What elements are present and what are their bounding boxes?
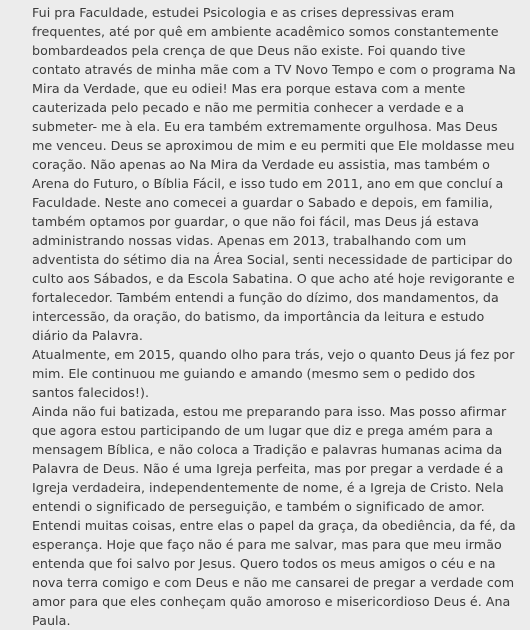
testimony-paragraph-atualmente: Atualmente, em 2015, quando olho para trás, vejo o quanto Deus já fez por mim. Ele continuou me guiando e amando (mesmo sem o pedido dos santos falecidos!). [32, 347, 515, 400]
testimony-paragraph-batismo: Ainda não fui batizada, estou me preparando para isso. Mas posso afirmar que agora estou participando de um lugar que diz e prega amém para a mensagem Bíblica, e não coloca a Tradição e palavras humanas acima da Palavra de Deus. Não é uma Igreja perfeita, mas por pregar a verdade é a Igreja verdadeira, independentemente de nome, é a Igreja de Cristo. Nela entendi o significado de perseguição, e também o significado de amor. Entendi muitas coisas, entre elas o papel da graça, da obediência, da fé, da esperança. Hoje que faço não é para me salvar, mas para que meu irmão entenda que foi salvo por Jesus. Quero todos os meus amigos o céu e na nova terra comigo e com Deus e não me cansarei de pregar a verdade com amor para que eles conheçam quão amoroso e misericordioso Deus é. Ana Paula. [32, 404, 516, 628]
testimony-paragraph-faculdade: Fui pra Faculdade, estudei Psicologia e as crises depressivas eram frequentes, até por quê em ambiente acadêmico somos constantemente bombardeados pela crença de que Deus não existe. Foi quando tive contato através de minha mãe com a TV Novo Tempo e com o programa Na Mira da Verdade, que eu odiei! Mas era porque estava com a mente cauterizada pelo pecado e não me permitia conhecer a verdade e a submeter- me à ela. Eu era também extremamente orgulhosa. Mas Deus me venceu. Deus se aproximou de mim e eu permiti que Ele moldasse meu coração. Não apenas ao Na Mira da Verdade eu assistia, mas também o Arena do Futuro, o Bíblia Fácil, e isso tudo em 2011, ano em que concluí a Faculdade. Neste ano comecei a guardar o Sabado e depois, em familia, também optamos por guardar, o que não foi fácil, mas Deus já estava administrando nossas vidas. Apenas em 2013, trabalhando com um adventista do sétimo dia na Área Social, senti necessidade de participar do culto aos Sábados, e da Escola Sabatina. O que acho até hoje revigorante e fortalecedor. Também entendi a função do dízimo, dos mandamentos, da intercessão, da oração, do batismo, da importância da leitura e estudo diário da Palavra. [32, 5, 516, 343]
